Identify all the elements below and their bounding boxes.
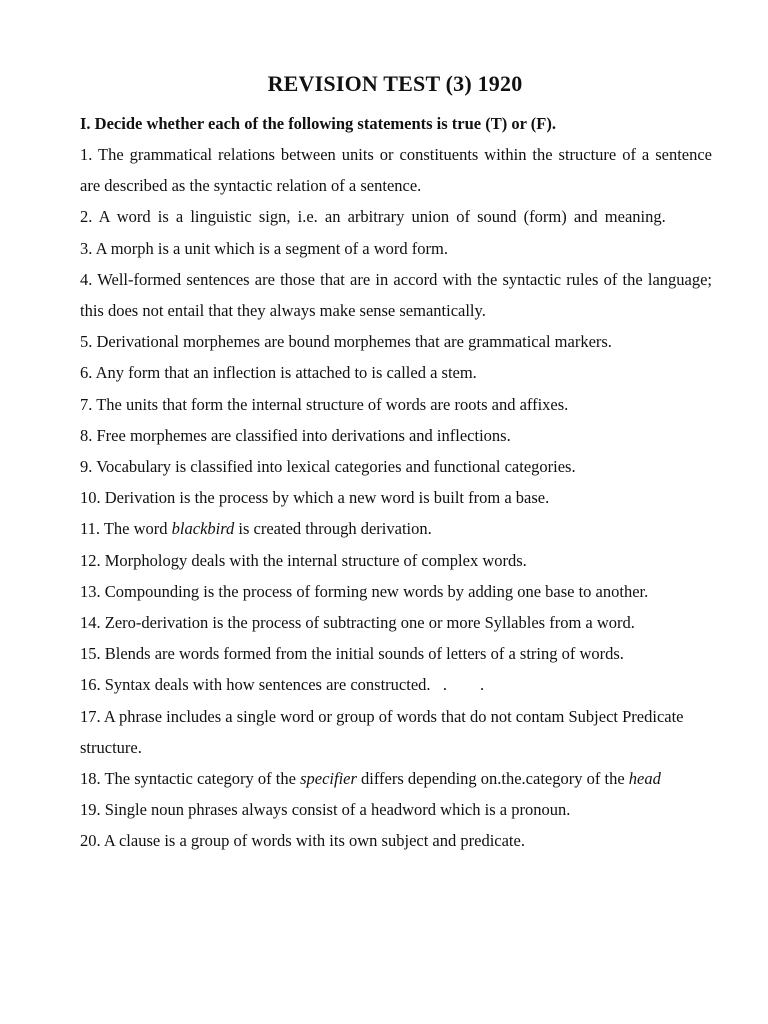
statement-17: 17. A phrase includes a single word or group of words that do not contam Subject Predicate structure. [80,706,684,757]
section-instruction: I. Decide whether each of the following statements is true (T) or (F). [80,114,556,133]
statement-list [80,139,712,857]
statement-4: 4. Well-formed sentences are those that are in accord with the syntactic rules of the language; this does not entail that they always make sense semantically. [80,269,712,321]
statement-18-term-head: head [628,769,661,789]
statement-11-part-c: is created through derivation. [234,519,432,539]
statement-15: 15. Blends are words formed from the initial sounds of letters of a string of words. [80,644,624,664]
statement-7: 7. The units that form the internal structure of words are roots and affixes. [80,394,569,414]
statement-20: 20. A clause is a group of words with its own subject and predicate. [80,831,525,851]
statement-14: 14. Zero-derivation is the process of subtracting one or more Syllables from a word. [80,613,635,633]
statement-11-term: blackbird [171,519,235,539]
statement-18-term: specifier [300,769,357,789]
statement-18 [80,763,712,794]
statement-13: 13. Compounding is the process of forming new words by adding one base to another. [80,581,649,601]
statement-8: 8. Free morphemes are classified into derivations and inflections. [80,425,511,445]
page-title: REVISION TEST (3) 1920 [267,71,523,96]
statement-5: 5. Derivational morphemes are bound morphemes that are grammatical markers. [80,332,612,352]
statement-12: 12. Morphology deals with the internal structure of complex words. [80,550,527,570]
statement-9: 9. Vocabulary is classified into lexical categories and functional categories. [80,457,576,477]
statement-6: 6. Any form that an inflection is attached to is called a stem. [80,363,477,383]
statement-11-part-a: 11. The word [80,519,172,539]
statement-2: 2. A word is a linguistic sign, i.e. an arbitrary union of sound (form) and meaning. [80,207,666,227]
statement-3: 3. A morph is a unit which is a segment of a word form. [80,238,448,258]
statement-16: 16. Syntax deals with how sentences are constructed. . . [80,675,485,695]
statement-18-part-c: differs depending on.the.category of the [356,769,629,789]
statement-19: 19. Single noun phrases always consist of a headword which is a pronoun. [80,800,571,820]
statement-18-part-a: 18. The syntactic category of the [80,769,301,789]
statement-11 [80,513,712,544]
statement-1: 1. The grammatical relations between units or constituents within the structure of a sentence are described as the syntactic relation of a sentence. [80,145,712,196]
statement-10: 10. Derivation is the process by which a new word is built from a base. [80,488,550,508]
